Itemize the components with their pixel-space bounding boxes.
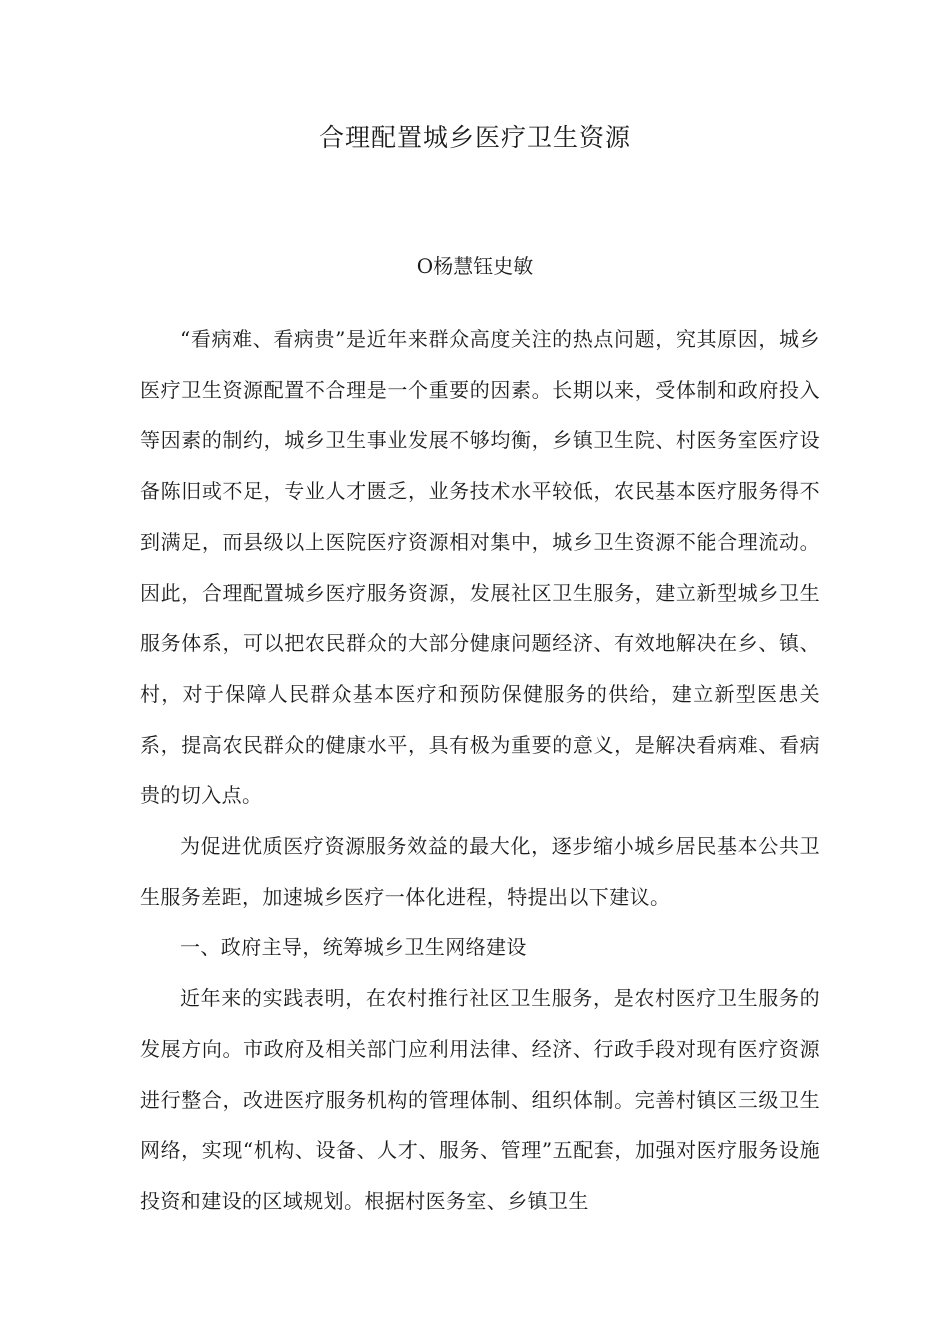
document-body: [140, 314, 820, 1227]
body-paragraph: 近年来的实践表明，在农村推行社区卫生服务，是农村医疗卫生服务的发展方向。市政府及相关部门应利用法律、经济、行政手段对现有医疗资源进行整合，改进医疗服务机构的管理体制、组织体制。完善村镇区三级卫生网络，实现“机构、设备、人才、服务、管理”五配套，加强对医疗服务设施投资和建设的区域规划。根据村医务室、乡镇卫生: [140, 986, 820, 1213]
author-byline: O杨慧钰史敏: [416, 254, 534, 278]
section-heading: 一、政府主导，统筹城乡卫生网络建设: [180, 935, 527, 960]
body-paragraph: “看病难、看病贵”是近年来群众高度关注的热点问题，究其原因，城乡医疗卫生资源配置不合理是一个重要的因素。长期以来，受体制和政府投入等因素的制约，城乡卫生事业发展不够均衡，乡镇卫生院、村医务室医疗设备陈旧或不足，专业人才匮乏，业务技术水平较低，农民基本医疗服务得不到满足，而县级以上医院医疗资源相对集中，城乡卫生资源不能合理流动。因此，合理配置城乡医疗服务资源，发展社区卫生服务，建立新型城乡卫生服务体系，可以把农民群众的大部分健康问题经济、有效地解决在乡、镇、村，对于保障人民群众基本医疗和预防保健服务的供给，建立新型医患关系，提高农民群众的健康水平，具有极为重要的意义，是解决看病难、看病贵的切入点。: [140, 327, 820, 808]
document-title: 合理配置城乡医疗卫生资源: [318, 123, 631, 152]
body-paragraph: 为促进优质医疗资源服务效益的最大化，逐步缩小城乡居民基本公共卫生服务差距，加速城乡医疗一体化进程，特提出以下建议。: [140, 834, 820, 909]
